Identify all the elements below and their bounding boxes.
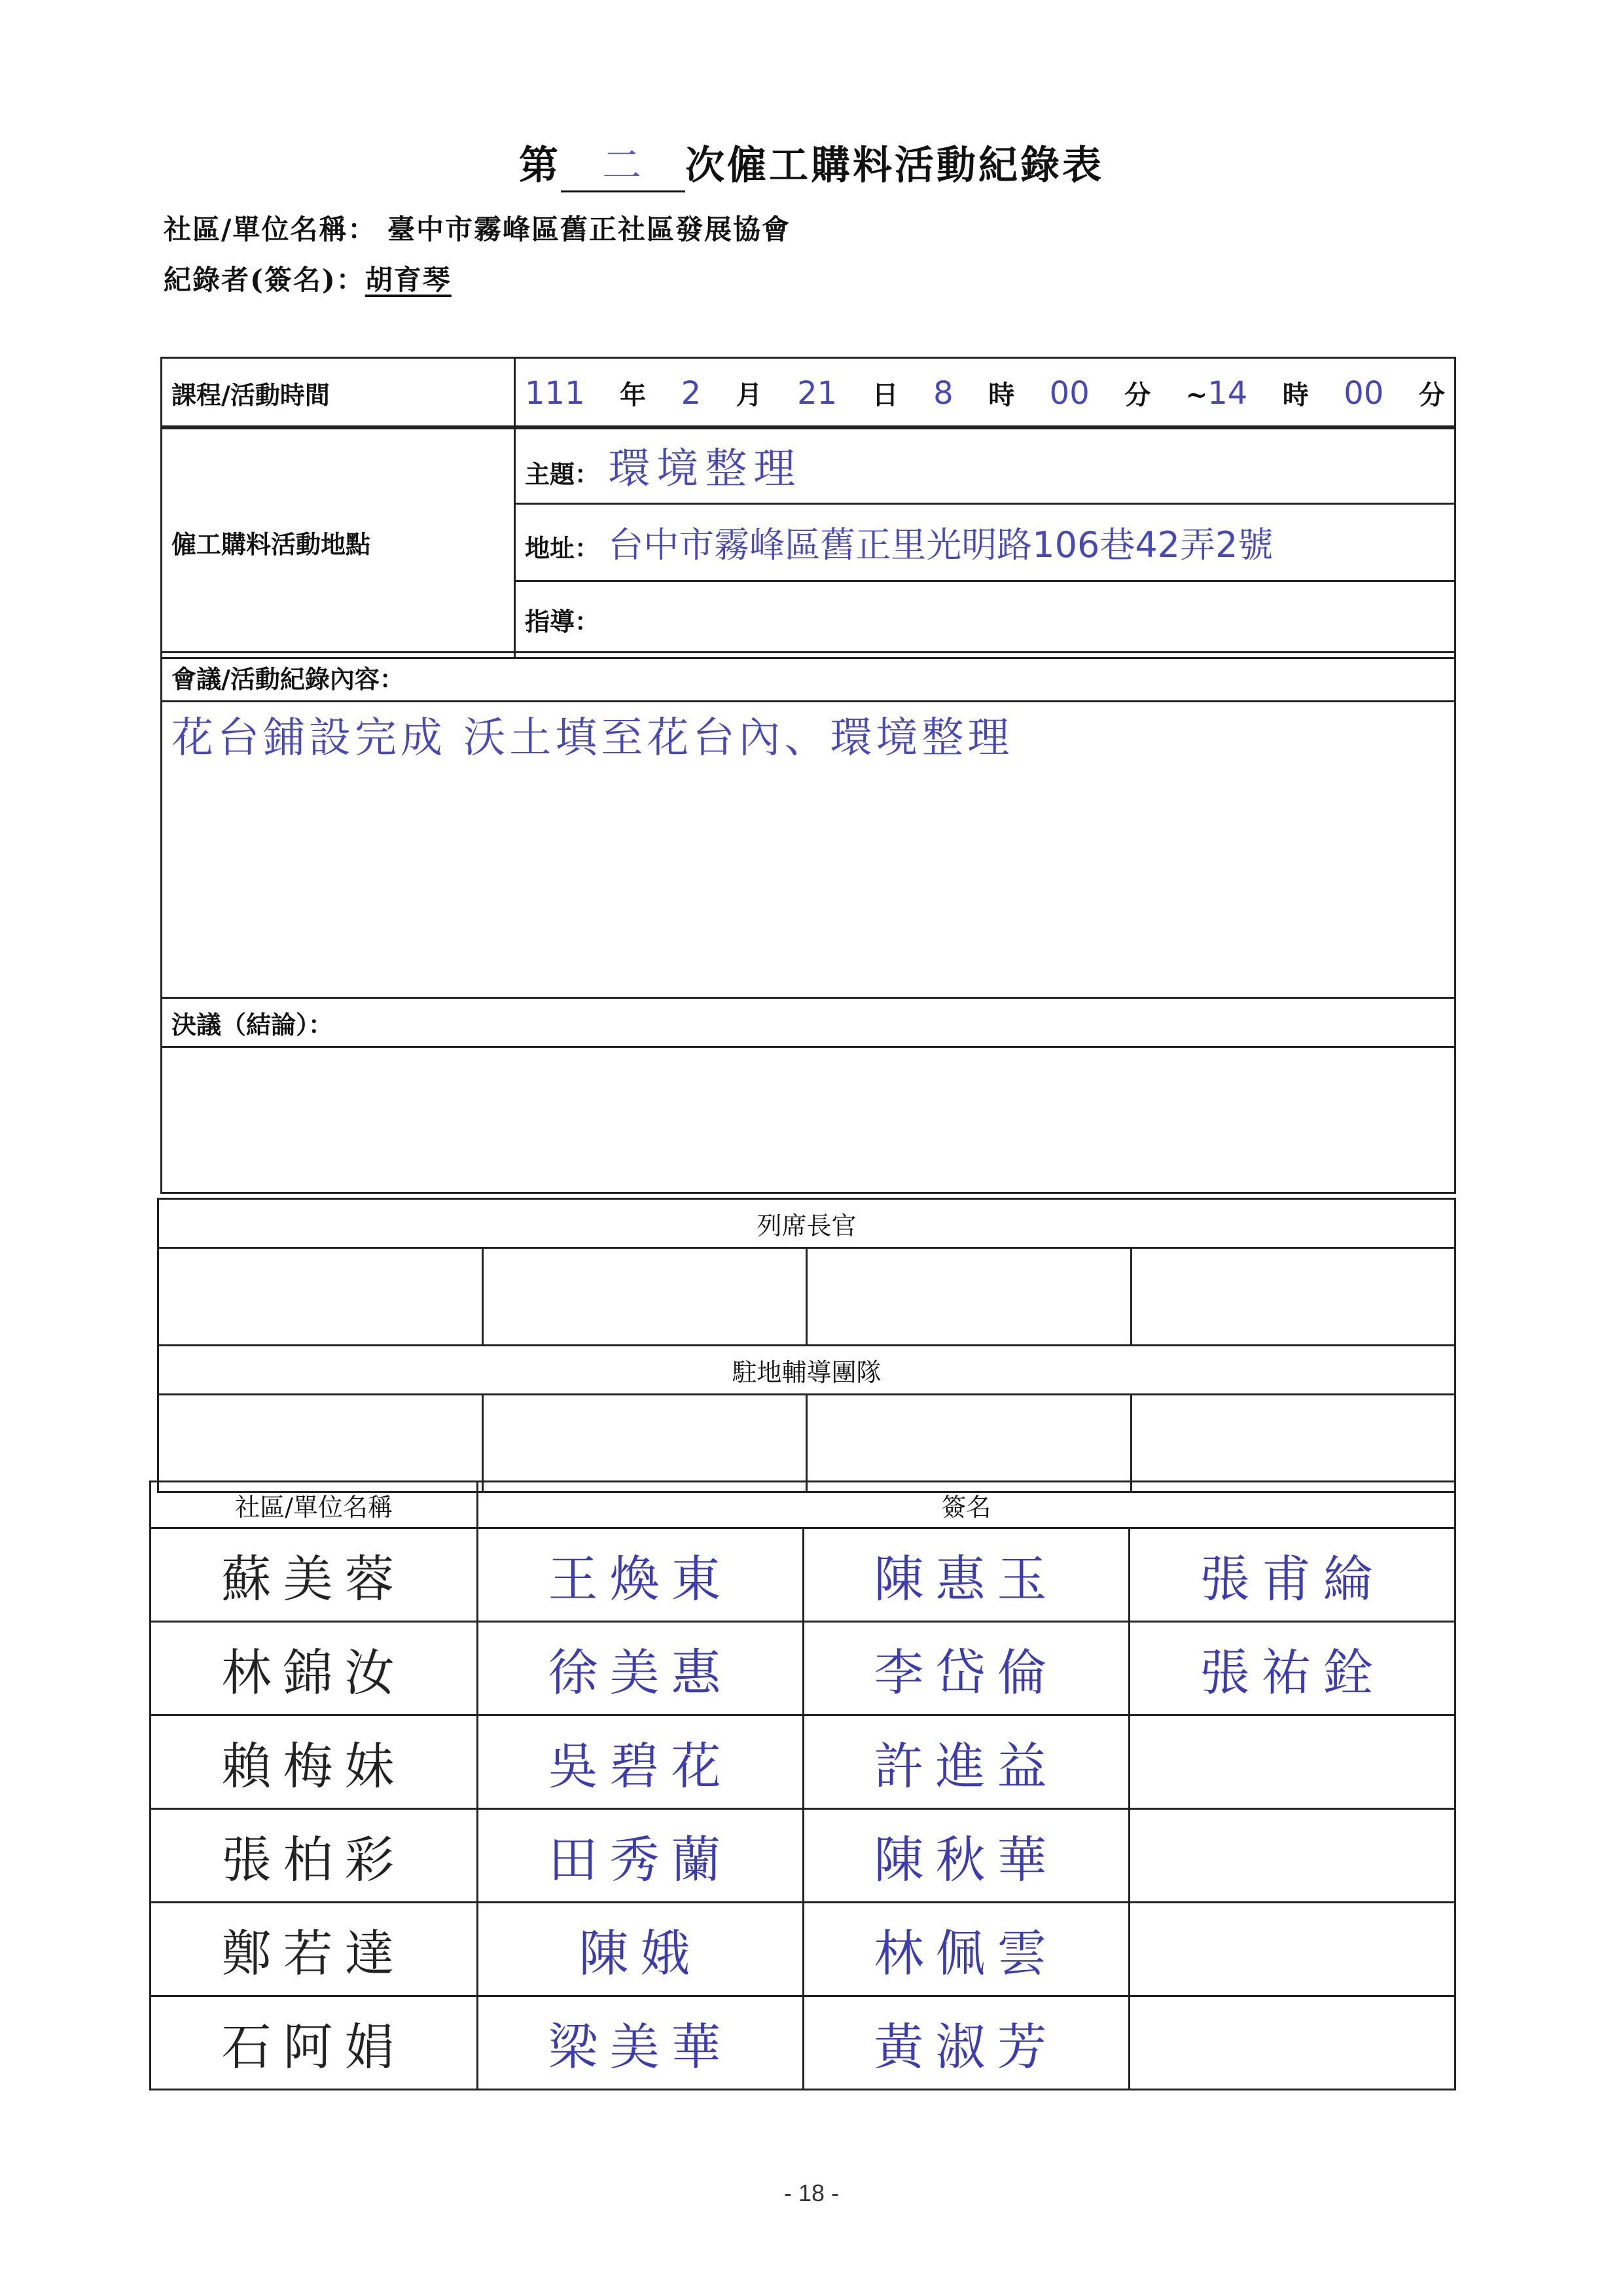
topic-value: 環境整理 — [608, 444, 802, 493]
signature-cell: 張柏彩 — [151, 1809, 478, 1903]
organization-value: 臺中市霧峰區舊正社區發展協會 — [387, 213, 791, 245]
signature-cell: 吳碧花 — [478, 1715, 804, 1809]
team-cell — [1131, 1395, 1455, 1492]
month-value: 2 — [681, 374, 702, 412]
record-label: 會議/活動紀錄內容： — [162, 653, 1455, 702]
record-table — [160, 651, 1456, 1194]
start-hour-value: 8 — [933, 374, 954, 412]
resolution-content — [162, 1047, 1455, 1193]
start-minute-value: 00 — [1049, 374, 1090, 412]
end-hour-unit: 時 — [1282, 380, 1309, 410]
topic-cell — [515, 427, 1455, 504]
address-label: 地址： — [525, 533, 600, 563]
month-unit: 月 — [736, 380, 762, 410]
signature-cell: 賴梅妹 — [151, 1715, 478, 1809]
signature-cell — [1130, 1996, 1455, 2090]
signature-cell: 張祐銓 — [1130, 1622, 1455, 1715]
official-cell — [482, 1248, 807, 1346]
address-value: 台中市霧峰區舊正里光明路106巷42弄2號 — [608, 524, 1274, 565]
address-cell — [515, 504, 1455, 581]
officials-label: 列席長官 — [158, 1199, 1455, 1248]
guide-cell — [515, 581, 1455, 658]
signature-cell: 徐美惠 — [478, 1622, 804, 1715]
signature-cell: 林佩雲 — [804, 1903, 1130, 1996]
schedule-label: 課程/活動時間 — [162, 358, 515, 429]
signature-cell: 李岱倫 — [804, 1622, 1130, 1715]
signature-cell: 石阿娟 — [151, 1996, 478, 2090]
signature-cell: 黃淑芳 — [804, 1996, 1130, 2090]
title-suffix: 次僱工購料活動紀錄表 — [685, 143, 1104, 188]
recorder-label: 紀錄者(簽名)： — [164, 264, 365, 296]
signature-cell: 陳惠玉 — [804, 1528, 1130, 1622]
location-table — [160, 425, 1456, 659]
day-value: 21 — [797, 374, 838, 412]
day-unit: 日 — [872, 380, 899, 410]
signature-cell: 許進益 — [804, 1715, 1130, 1809]
start-hour-unit: 時 — [988, 380, 1015, 410]
form-title — [0, 134, 1623, 192]
team-cell — [482, 1395, 807, 1492]
signature-cell — [1130, 1715, 1455, 1809]
end-minute-unit: 分 — [1418, 380, 1445, 410]
organization-label: 社區/單位名稱： — [164, 213, 377, 245]
year-unit: 年 — [620, 380, 647, 410]
location-label: 僱工購料活動地點 — [162, 427, 515, 658]
recorder-line — [164, 259, 452, 298]
signature-table — [149, 1480, 1456, 2090]
team-cell — [158, 1395, 483, 1492]
resolution-label: 決議（結論）： — [162, 998, 1455, 1047]
signature-row — [151, 1903, 1455, 1996]
signature-cell: 鄭若達 — [151, 1903, 478, 1996]
end-hour-value: 14 — [1207, 374, 1248, 412]
signature-cell — [1130, 1809, 1455, 1903]
signature-cell: 張甫綸 — [1130, 1528, 1455, 1622]
signature-cell: 王煥東 — [478, 1528, 804, 1622]
guide-label: 指導： — [525, 607, 600, 636]
end-minute-value: 00 — [1344, 374, 1384, 412]
signature-header: 簽名 — [478, 1482, 1455, 1528]
activity-info-table — [160, 357, 1456, 429]
signature-cell — [1130, 1903, 1455, 1996]
title-prefix: 第 — [519, 143, 561, 188]
page-number: - 18 - — [783, 2179, 840, 2206]
recorder-signature: 胡育琴 — [365, 264, 452, 296]
signature-cell: 林錦汝 — [151, 1622, 478, 1715]
start-minute-unit: 分 — [1124, 380, 1151, 410]
signature-cell: 陳秋華 — [804, 1809, 1130, 1903]
team-cell — [807, 1395, 1132, 1492]
official-cell — [1131, 1248, 1455, 1346]
signature-row — [151, 1996, 1455, 2090]
organization-line — [164, 208, 791, 247]
record-content-cell — [162, 702, 1455, 998]
signature-org-header: 社區/單位名稱 — [151, 1482, 478, 1528]
schedule-value — [515, 358, 1455, 429]
signature-cell: 陳娥 — [478, 1903, 804, 1996]
signature-cell: 蘇美蓉 — [151, 1528, 478, 1622]
title-number: 二 — [561, 134, 685, 192]
time-separator: ~ — [1185, 379, 1208, 410]
year-value: 111 — [525, 374, 585, 412]
signature-row — [151, 1622, 1455, 1715]
official-cell — [807, 1248, 1132, 1346]
record-content: 花台鋪設完成 沃土填至花台內、環境整理 — [171, 714, 1014, 762]
signature-cell: 田秀蘭 — [478, 1809, 804, 1903]
signature-row — [151, 1809, 1455, 1903]
official-cell — [158, 1248, 483, 1346]
signature-cell: 梁美華 — [478, 1996, 804, 2090]
signature-row — [151, 1715, 1455, 1809]
attendance-table — [157, 1198, 1456, 1493]
signature-rows — [151, 1528, 1455, 2090]
topic-label: 主題： — [525, 459, 600, 489]
team-label: 駐地輔導團隊 — [158, 1346, 1455, 1395]
signature-row — [151, 1528, 1455, 1622]
